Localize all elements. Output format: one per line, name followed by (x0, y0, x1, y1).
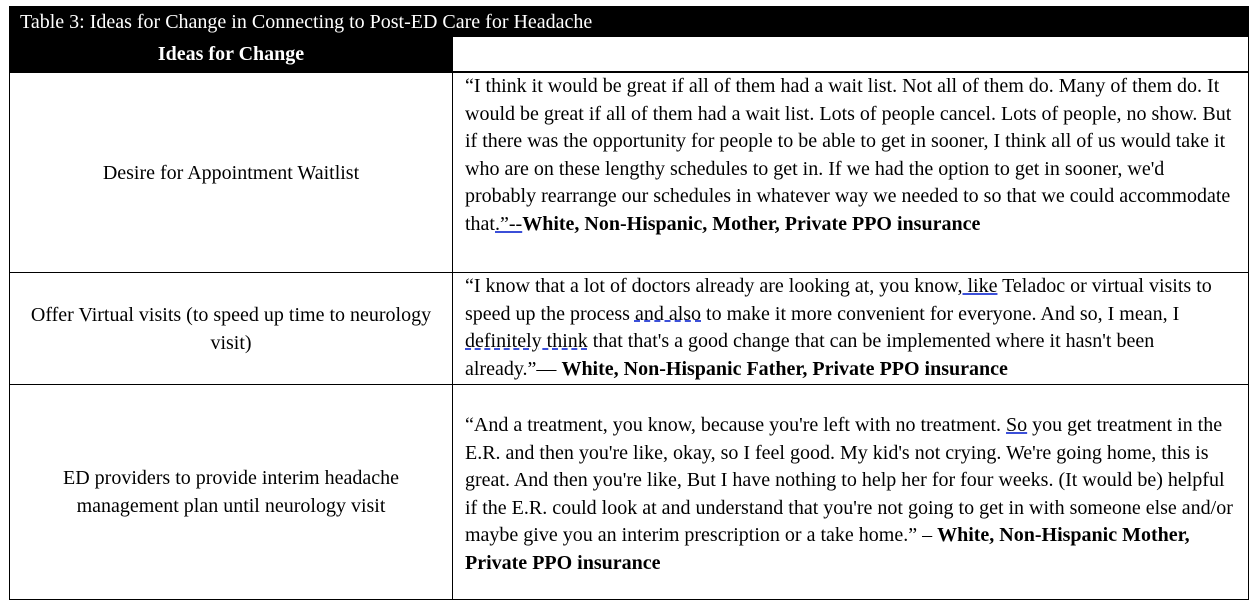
idea-text: Desire for Appointment Waitlist (102, 161, 360, 184)
quote-mark: .”-- (495, 212, 523, 235)
quote-text: , like (957, 275, 998, 297)
idea-cell (10, 273, 452, 384)
quote-text: and also (634, 302, 702, 325)
idea-cell (10, 73, 452, 272)
quote-text: “I think it would be great if all of them had a wait list. Not all of them do. Many of them do. It would be great if all of them had a wait list. Lots of people cancel. Lots of people, no show. But if there was the opportunity for people to be able to get in sooner, I think all of us would take it who are on these lengthy schedules to get in. If we had the option to get in sooner, we'd probably rearrange our schedules in whatever way we needed to so that we could accommodate that (465, 75, 1232, 235)
ideas-for-change-table (9, 6, 1249, 600)
quote-text: that that's a good change that can be implemented where it hasn't been already.”— (465, 330, 1155, 380)
quote-attribution: White, Non-Hispanic Father, Private PPO insurance (561, 357, 1008, 380)
quote-cell (452, 385, 1248, 599)
table-row (10, 72, 1248, 272)
table-caption: Table 3: Ideas for Change in Connecting to Post-ED Care for Headache (10, 7, 1248, 37)
quote-attribution: White, Non-Hispanic Mother, Private PPO insurance (465, 524, 1190, 574)
table-row (10, 384, 1248, 599)
quote-text: “And a treatment, you know, because you're left with no treatment. (465, 414, 1007, 436)
quote-text: to make it more convenient for everyone. And so, I mean, I (701, 302, 1180, 325)
quote-text: Teladoc or virtual visits to speed up the process (465, 275, 1212, 325)
quote-cell (452, 73, 1248, 272)
idea-text: ED providers to provide interim headache management plan until neurology visit (63, 467, 399, 517)
quote-attribution: White, Non-Hispanic, Mother, Private PPO insurance (522, 212, 981, 235)
quote-text: So (1006, 414, 1028, 436)
quote-text: you get treatment in the E.R. and then you're like, okay, so I feel good. My kid's not crying. We're going home, this is great. And then you're like, But I have nothing to help her for four weeks. (It would be) helpful if the E.R. could look at and understand that you're not going to get in with someone else and/or maybe give you an interim prescription or a take home.” – (465, 414, 1233, 546)
quote-text: definitely think (465, 330, 588, 352)
header-quotes (452, 37, 1248, 72)
table-row (10, 272, 1248, 384)
quote-text: “I know that a lot of doctors already are looking at, you know (465, 275, 958, 297)
idea-text: Offer Virtual visits (to speed up time to neurology visit) (30, 303, 432, 354)
quote-cell (452, 273, 1248, 384)
idea-cell (10, 385, 452, 599)
header-ideas-for-change: Ideas for Change (10, 37, 452, 72)
